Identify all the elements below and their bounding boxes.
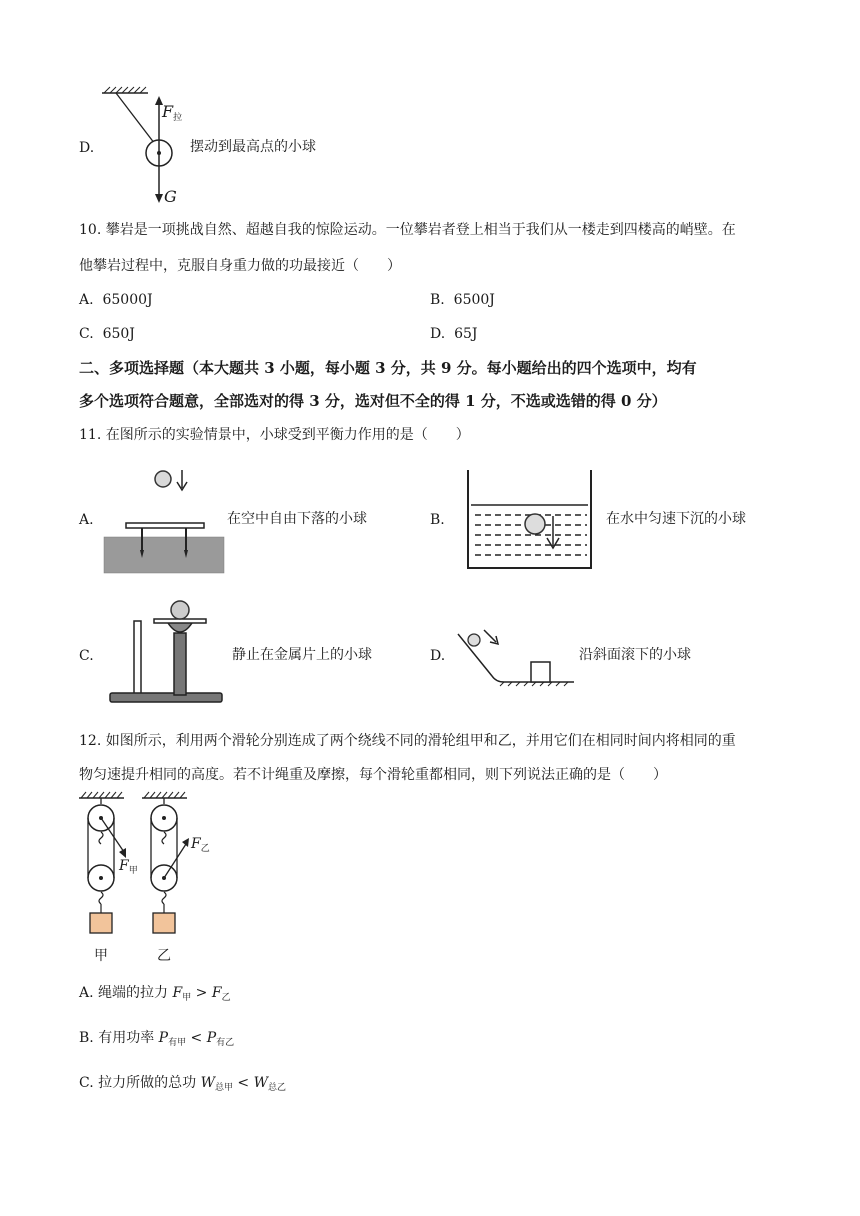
q11-b-sinking-ball-diagram <box>465 470 595 572</box>
q9-force-pull-label: $F_拉$ <box>162 102 183 123</box>
q11-option-a-letter[interactable]: A. <box>79 512 94 528</box>
q11-option-a-caption: 在空中自由下落的小球 <box>227 511 367 527</box>
section2-heading-line1: 二、多项选择题（本大题共 3 小题，每小题 3 分，共 9 分。每小题给出的四个选项中，均有 <box>79 359 697 377</box>
q10-stem-line1: 10. 攀岩是一项挑战自然、超越自我的惊险运动。一位攀岩者登上相当于我们从一楼走到四楼高的峭壁。在 <box>79 222 736 238</box>
q11-d-rolling-ball-diagram <box>452 626 576 688</box>
q11-stem: 11. 在图所示的实验情景中，小球受到平衡力作用的是（ ） <box>79 427 470 443</box>
q11-option-b-letter[interactable]: B. <box>430 512 445 528</box>
q12-force-jia-label: $F_甲$ <box>119 858 138 876</box>
q11-option-b-caption: 在水中匀速下沉的小球 <box>606 511 746 527</box>
q12-force-yi-label: $F_乙$ <box>191 836 210 854</box>
q12-option-b[interactable]: B. 有用功率 $P_{有甲} < P_{有乙}$ <box>79 1030 235 1048</box>
q11-option-c-letter[interactable]: C. <box>79 648 94 664</box>
q12-option-c[interactable]: C. 拉力所做的总功 $W_{总甲} < W_{总乙}$ <box>79 1075 287 1093</box>
q9-force-gravity-label: G <box>164 187 177 206</box>
q11-c-static-ball-diagram <box>108 597 226 709</box>
q9-option-d-caption: 摆动到最高点的小球 <box>190 139 316 155</box>
q10-option-b[interactable]: B. 6500J <box>430 292 495 308</box>
section2-heading-line2: 多个选项符合题意，全部选对的得 3 分，选对但不全的得 1 分，不选或选错的得 0 分） <box>79 392 667 410</box>
q10-stem-line2: 他攀岩过程中，克服自身重力做的功最接近（ ） <box>79 258 401 274</box>
q12-label-jia: 甲 <box>94 948 108 964</box>
q12-stem-line1: 12. 如图所示，利用两个滑轮分别连成了两个绕线不同的滑轮组甲和乙，并用它们在相同时间内将相同的重 <box>79 733 736 749</box>
q12-pulley-diagram <box>76 792 226 942</box>
q11-option-d-letter[interactable]: D. <box>430 648 446 664</box>
q12-option-a[interactable]: A. 绳端的拉力 $F_甲 > F_乙$ <box>79 985 231 1003</box>
q10-option-d[interactable]: D. 65J <box>430 326 478 342</box>
q9-option-d-letter: D. <box>79 140 95 156</box>
q12-label-yi: 乙 <box>157 948 171 964</box>
q11-a-falling-ball-diagram <box>104 466 226 576</box>
q11-option-c-caption: 静止在金属片上的小球 <box>232 647 372 663</box>
q10-option-a[interactable]: A. 65000J <box>79 292 153 308</box>
q10-option-c[interactable]: C. 650J <box>79 326 135 342</box>
q12-stem-line2: 物匀速提升相同的高度。若不计绳重及摩擦，每个滑轮重都相同，则下列说法正确的是（ ） <box>79 767 667 783</box>
q11-option-d-caption: 沿斜面滚下的小球 <box>579 647 691 663</box>
